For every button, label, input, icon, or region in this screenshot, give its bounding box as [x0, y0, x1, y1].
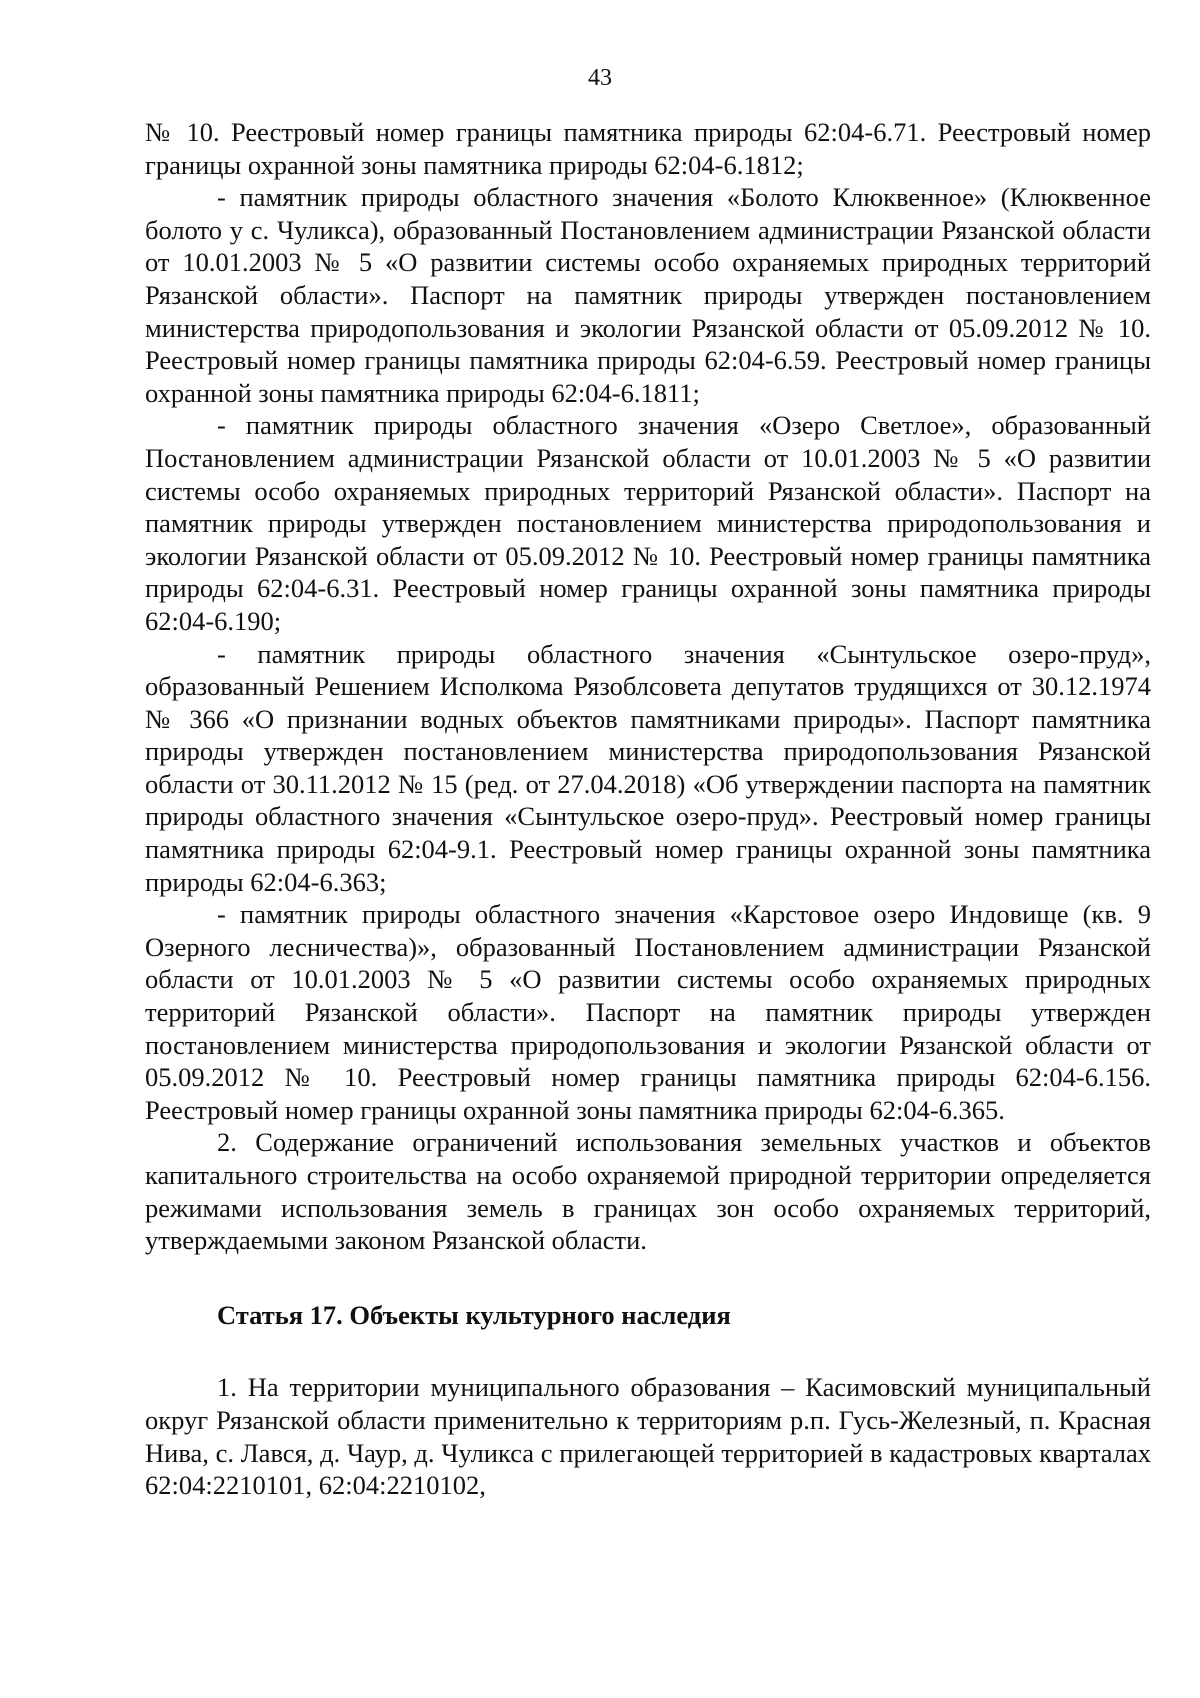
paragraph-syntulskoe-ozero: - памятник природы областного значения «Сынтульское озеро-пруд», образованный Решением Исполкома Рязоблсовета депутатов трудящихся от 30.12.1974 № 366 «О признании водных объектов памятниками природы». Паспорт памятника природы утвержден постановлением министерства природопользования Рязанской области от 30.11.2012 № 15 (ред. от 27.04.2018) «Об утверждении паспорта на памятник природы областного значения «Сынтульское озеро-пруд». Реестровый номер границы памятника природы 62:04-9.1. Реестровый номер границы охранной зоны памятника природы 62:04-6.363; [145, 638, 1151, 897]
page-number: 43 [588, 65, 612, 91]
paragraph-item-2: 2. Содержание ограничений использования земельных участков и объектов капитального строительства на особо охраняемой природной территории определяется режимами использования земель в границах зон особо охраняемых территорий, утверждаемыми законом Рязанской области. [145, 1127, 1151, 1256]
paragraph-article-17-item-1: 1. На территории муниципального образования – Касимовский муниципальный округ Рязанской области применительно к территориям р.п. Гусь-Железный, п. Красная Нива, с. Лався, д. Чаур, д. Чуликса с прилегающей территорией в кадастровых кварталах 62:04:2210101, 62:04:2210102, [145, 1372, 1151, 1501]
document-body [145, 116, 1151, 1502]
article-heading: Статья 17. Объекты культурного наследия [217, 1299, 731, 1330]
paragraph-ozero-svetloe: - памятник природы областного значения «Озеро Светлое», образованный Постановлением администрации Рязанской области от 10.01.2003 № 5 «О развитии системы особо охраняемых природных территорий Рязанской области». Паспорт на памятник природы утвержден постановлением министерства природопользования и экологии Рязанской области от 05.09.2012 № 10. Реестровый номер границы памятника природы 62:04-6.31. Реестровый номер границы охранной зоны памятника природы 62:04-6.190; [145, 410, 1151, 636]
paragraph-karstovoe-ozero: - памятник природы областного значения «Карстовое озеро Индовище (кв. 9 Озерного лесничества)», образованный Постановлением администрации Рязанской области от 10.01.2003 № 5 «О развитии системы особо охраняемых природных территорий Рязанской области». Паспорт на памятник природы утвержден постановлением министерства природопользования и экологии Рязанской области от 05.09.2012 № 10. Реестровый номер границы памятника природы 62:04-6.156. Реестровый номер границы охранной зоны памятника природы 62:04-6.365. [145, 899, 1151, 1125]
paragraph-bolot-klyukvennoe: - памятник природы областного значения «Болото Клюквенное» (Клюквенное болото у с. Чуликса), образованный Постановлением администрации Рязанской области от 10.01.2003 № 5 «О развитии системы особо охраняемых природных территорий Рязанской области». Паспорт на памятник природы утвержден постановлением министерства природопользования и экологии Рязанской области от 05.09.2012 № 10. Реестровый номер границы памятника природы 62:04-6.59. Реестровый номер границы охранной зоны памятника природы 62:04-6.1811; [145, 182, 1151, 408]
paragraph-continuation: № 10. Реестровый номер границы памятника природы 62:04-6.71. Реестровый номер границы охранной зоны памятника природы 62:04-6.1812; [145, 117, 1151, 180]
